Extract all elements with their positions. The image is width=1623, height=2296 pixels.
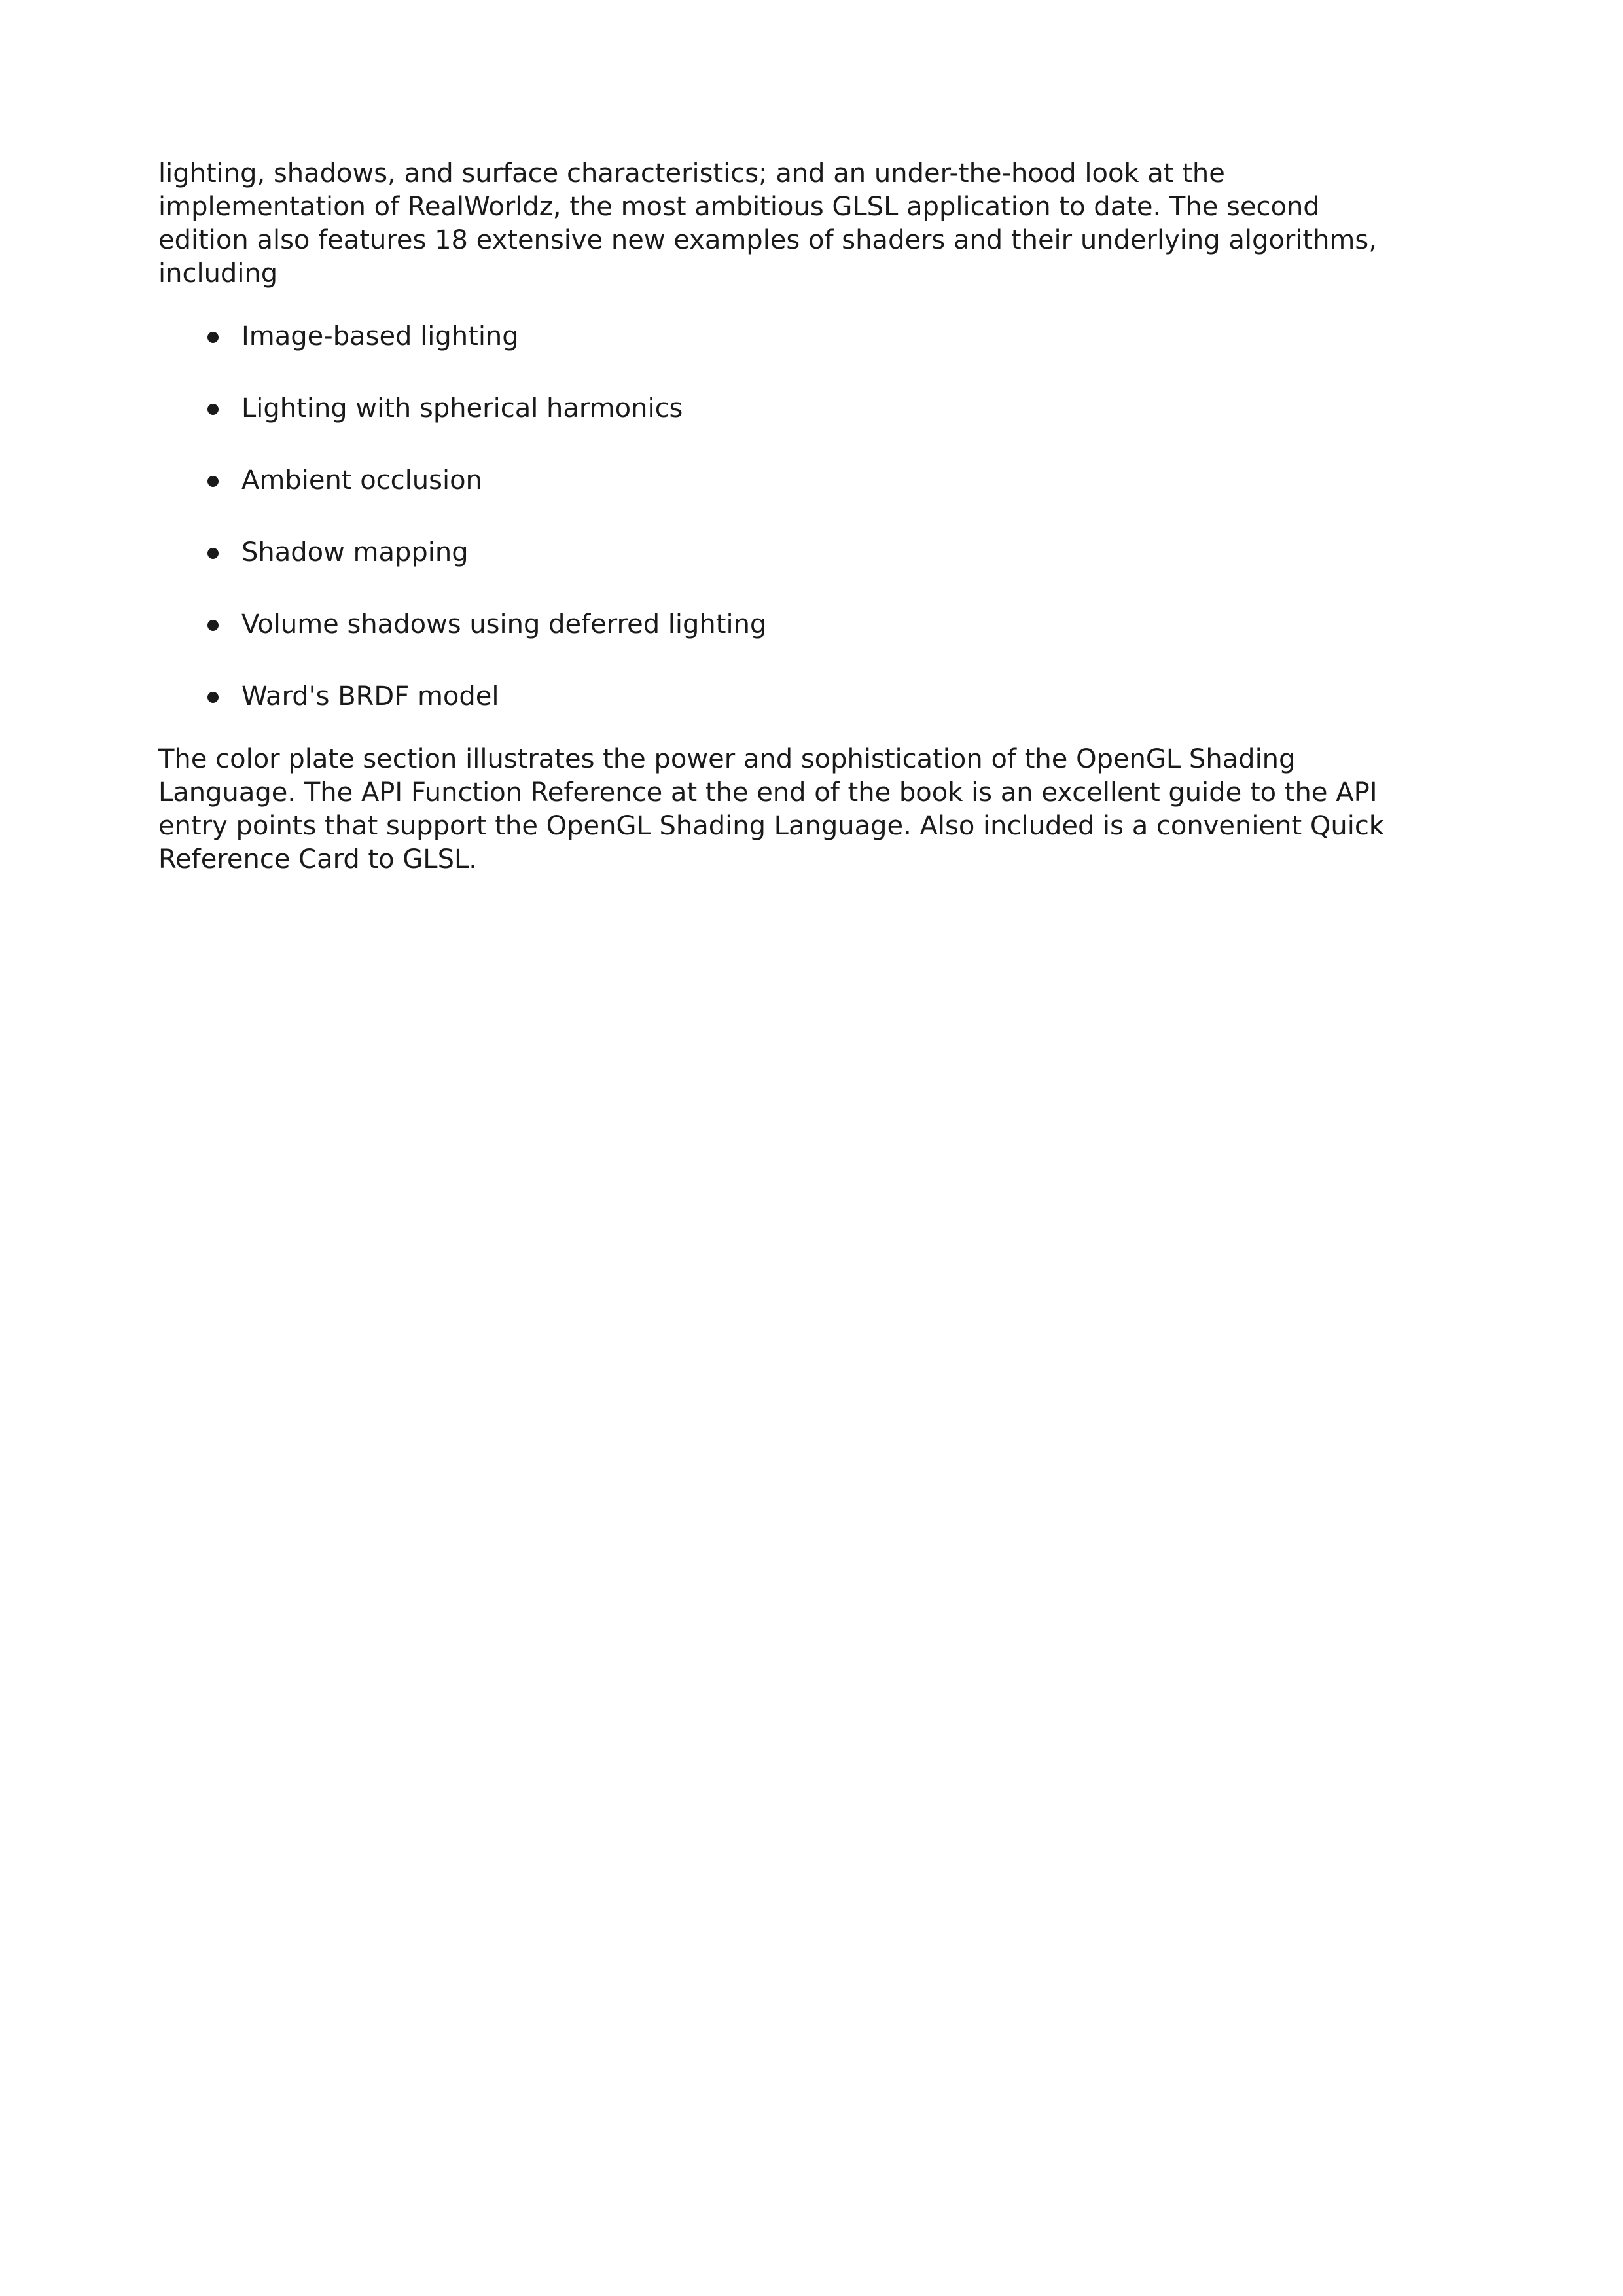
list-item-text: Lighting with spherical harmonics <box>241 393 683 423</box>
bullet-icon <box>207 548 219 559</box>
list-item <box>158 608 1467 641</box>
list-item-text: Ambient occlusion <box>241 465 482 495</box>
bullet-icon <box>207 476 219 487</box>
bullet-icon <box>207 692 219 703</box>
bullet-icon <box>207 404 219 415</box>
intro-paragraph: lighting, shadows, and surface characteristics; and an under-the-hood look at the implementation of RealWorldz, the most ambitious GLSL application to date. The second edition also features 18 extensive new examples of shaders and their underlying algorithms, including <box>158 158 1377 289</box>
list-item-text: Image-based lighting <box>241 321 519 351</box>
feature-list <box>158 320 1467 713</box>
list-item <box>158 392 1467 425</box>
list-item <box>158 464 1467 497</box>
list-item-text: Volume shadows using deferred lighting <box>241 609 767 639</box>
bullet-icon <box>207 332 219 343</box>
closing-paragraph: The color plate section illustrates the power and sophistication of the OpenGL Shading Language. The API Function Reference at the end of the book is an excellent guide to the API entry points that support the OpenGL Shading Language. Also included is a convenient Quick Reference Card to GLSL. <box>158 744 1384 874</box>
list-item <box>158 680 1467 713</box>
bullet-icon <box>207 620 219 631</box>
list-item <box>158 320 1467 353</box>
list-item-text: Ward's BRDF model <box>241 681 499 711</box>
document-body <box>158 157 1467 876</box>
list-item-text: Shadow mapping <box>241 537 469 567</box>
list-item <box>158 536 1467 569</box>
